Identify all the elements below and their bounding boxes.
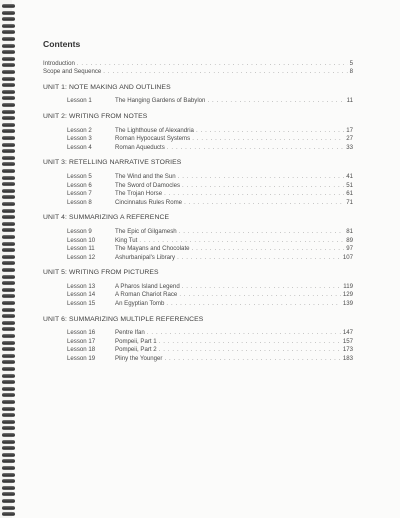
lesson-number: Lesson 16: [67, 329, 96, 337]
toc-page-number: 5: [349, 59, 353, 67]
unit-heading: UNIT 1: NOTE MAKING AND OUTLINES: [43, 83, 171, 91]
toc-page-number: 33: [346, 143, 353, 151]
binding-loop: [2, 235, 15, 239]
lesson-number: Lesson 14: [67, 291, 96, 299]
binding-loop: [2, 433, 15, 437]
binding-loop: [2, 136, 15, 140]
binding-loop: [2, 90, 15, 94]
unit-heading: UNIT 3: RETELLING NARRATIVE STORIES: [43, 159, 182, 167]
binding-loop: [2, 248, 15, 252]
leader-dots: [77, 60, 348, 69]
lesson-title: Pentre Ifan: [115, 329, 145, 337]
binding-loop: [2, 473, 15, 477]
binding-loop: [2, 360, 15, 364]
lesson-number: Lesson 13: [67, 282, 96, 290]
leader-dots: [167, 144, 344, 153]
lesson-title: The Wind and the Sun: [115, 172, 176, 180]
binding-loop: [2, 446, 15, 450]
binding-loop: [2, 459, 15, 463]
toc-page-number: 11: [346, 97, 353, 105]
contents-title: Contents: [43, 39, 81, 49]
binding-loop: [2, 393, 15, 397]
lesson-number: Lesson 3: [67, 135, 92, 143]
binding-loop: [2, 440, 15, 444]
toc-front-label: Introduction: [43, 59, 75, 67]
binding-loop: [2, 334, 15, 338]
binding-loop: [2, 492, 15, 496]
lesson-title: Cincinnatus Rules Rome: [115, 198, 183, 206]
binding-loop: [2, 116, 15, 120]
binding-loop: [2, 308, 15, 312]
binding-loop: [2, 314, 15, 318]
binding-loop: [2, 156, 15, 160]
lesson-title: A Roman Chariot Race: [115, 291, 178, 299]
lesson-entry: [43, 127, 353, 136]
leader-dots: [182, 182, 344, 191]
binding-loop: [2, 209, 15, 213]
binding-loop: [2, 367, 15, 371]
leader-dots: [178, 173, 345, 182]
binding-loop: [2, 486, 15, 490]
leader-dots: [166, 300, 340, 309]
lesson-number: Lesson 18: [67, 346, 96, 354]
toc-page-number: 81: [346, 227, 353, 235]
binding-loop: [2, 387, 15, 391]
lesson-title: The Epic of Gilgamesh: [115, 227, 177, 235]
lesson-title: The Hanging Gardens of Babylon: [115, 97, 206, 105]
toc-page-number: 27: [346, 135, 353, 143]
binding-loop: [2, 281, 15, 285]
toc-page-number: 17: [346, 126, 353, 134]
toc-page-number: 97: [346, 245, 353, 253]
binding-loop: [2, 143, 15, 147]
leader-dots: [182, 283, 342, 292]
lesson-title: Pompeii, Part 1: [115, 337, 157, 345]
toc-page-number: 173: [342, 346, 353, 354]
toc-page-number: 8: [349, 68, 353, 76]
lesson-entry: [43, 291, 353, 300]
binding-loop: [2, 426, 15, 430]
toc-front-item: [43, 60, 353, 69]
leader-dots: [177, 254, 341, 263]
table-of-contents: [43, 40, 353, 364]
leader-dots: [164, 190, 344, 199]
binding-loop: [2, 301, 15, 305]
binding-loop: [2, 321, 15, 325]
binding-loop: [2, 453, 15, 457]
binding-loop: [2, 37, 15, 41]
binding-loop: [2, 17, 15, 21]
spiral-binding: [0, 0, 18, 518]
binding-loop: [2, 255, 15, 259]
binding-loop: [2, 44, 15, 48]
lesson-number: Lesson 6: [67, 181, 92, 189]
binding-loop: [2, 83, 15, 87]
lesson-entry: [43, 245, 353, 254]
binding-loop: [2, 162, 15, 166]
binding-loop: [2, 70, 15, 74]
binding-loop: [2, 57, 15, 61]
binding-loop: [2, 354, 15, 358]
binding-loop: [2, 110, 15, 114]
lesson-number: Lesson 17: [67, 337, 96, 345]
lesson-number: Lesson 7: [67, 190, 92, 198]
leader-dots: [184, 199, 344, 208]
binding-loop: [2, 202, 15, 206]
binding-loop: [2, 506, 15, 510]
binding-loop: [2, 149, 15, 153]
lesson-entry: [43, 355, 353, 364]
leader-dots: [147, 329, 341, 338]
lesson-title: An Egyptian Tomb: [115, 300, 165, 308]
binding-loop: [2, 512, 15, 516]
lesson-title: The Sword of Damocles: [115, 181, 181, 189]
binding-loop: [2, 327, 15, 331]
binding-loop: [2, 63, 15, 67]
toc-front-label: Scope and Sequence: [43, 68, 102, 76]
lesson-number: Lesson 11: [67, 245, 95, 253]
lesson-entry: [43, 182, 353, 191]
binding-loop: [2, 11, 15, 15]
lesson-title: The Mayans and Chocolate: [115, 245, 190, 253]
lesson-entry: [43, 283, 353, 292]
lesson-number: Lesson 4: [67, 143, 92, 151]
leader-dots: [192, 245, 345, 254]
lesson-title: Ashurbanipal's Library: [115, 253, 176, 261]
binding-loop: [2, 123, 15, 127]
lesson-entry: [43, 329, 353, 338]
lesson-title: Roman Hypocaust Systems: [115, 135, 191, 143]
binding-loop: [2, 24, 15, 28]
toc-page-number: 107: [342, 253, 353, 261]
lesson-entry: [43, 199, 353, 208]
toc-page-number: 119: [343, 282, 353, 290]
lesson-number: Lesson 5: [67, 172, 92, 180]
lesson-title: King Tut: [115, 236, 138, 244]
binding-loop: [2, 96, 15, 100]
toc-page-number: 183: [342, 355, 353, 363]
binding-loop: [2, 50, 15, 54]
lesson-title: Pompeii, Part 2: [115, 346, 157, 354]
lesson-entry: [43, 135, 353, 144]
binding-loop: [2, 4, 15, 8]
lesson-number: Lesson 10: [67, 236, 96, 244]
lesson-number: Lesson 9: [67, 227, 92, 235]
lesson-entry: [43, 97, 353, 106]
toc-page-number: 129: [342, 291, 353, 299]
binding-loop: [2, 228, 15, 232]
lesson-number: Lesson 2: [67, 126, 92, 134]
binding-loop: [2, 215, 15, 219]
binding-loop: [2, 466, 15, 470]
binding-loop: [2, 380, 15, 384]
lesson-title: The Lighthouse of Alexandria: [115, 126, 194, 134]
binding-loop: [2, 275, 15, 279]
binding-loop: [2, 420, 15, 424]
unit-heading: UNIT 4: SUMMARIZING A REFERENCE: [43, 214, 170, 222]
binding-loop: [2, 268, 15, 272]
lesson-entry: [43, 173, 353, 182]
leader-dots: [179, 291, 341, 300]
lesson-title: A Pharos Island Legend: [115, 282, 180, 290]
lesson-title: The Trojan Horse: [115, 190, 163, 198]
binding-loop: [2, 400, 15, 404]
binding-loop: [2, 341, 15, 345]
lesson-entry: [43, 346, 353, 355]
binding-loop: [2, 242, 15, 246]
unit-heading: UNIT 2: WRITING FROM NOTES: [43, 112, 148, 120]
binding-loop: [2, 182, 15, 186]
binding-loop: [2, 103, 15, 107]
toc-page-number: 147: [342, 329, 353, 337]
toc-page-number: 139: [342, 300, 353, 308]
lesson-entry: [43, 338, 353, 347]
unit-heading: UNIT 6: SUMMARIZING MULTIPLE REFERENCES: [43, 315, 204, 323]
leader-dots: [207, 97, 344, 106]
toc-page-number: 71: [346, 198, 353, 206]
binding-loop: [2, 479, 15, 483]
binding-loop: [2, 189, 15, 193]
binding-loop: [2, 169, 15, 173]
leader-dots: [179, 228, 345, 237]
leader-dots: [103, 68, 347, 77]
toc-page-number: 41: [346, 172, 353, 180]
lesson-number: Lesson 1: [67, 97, 92, 105]
leader-dots: [159, 338, 341, 347]
lesson-number: Lesson 15: [67, 300, 96, 308]
toc-page-number: 89: [346, 236, 353, 244]
binding-loop: [2, 288, 15, 292]
binding-loop: [2, 261, 15, 265]
binding-loop: [2, 30, 15, 34]
lesson-entry: [43, 237, 353, 246]
toc-page-number: 51: [346, 181, 353, 189]
lesson-entry: [43, 228, 353, 237]
lesson-number: Lesson 8: [67, 198, 92, 206]
lesson-entry: [43, 144, 353, 153]
leader-dots: [159, 346, 341, 355]
leader-dots: [164, 355, 340, 364]
lesson-title: Roman Aqueducts: [115, 143, 165, 151]
toc-page-number: 61: [346, 190, 353, 198]
binding-loop: [2, 499, 15, 503]
leader-dots: [196, 127, 344, 136]
unit-heading: UNIT 5: WRITING FROM PICTURES: [43, 269, 159, 277]
binding-loop: [2, 407, 15, 411]
leader-dots: [139, 237, 344, 246]
lesson-entry: [43, 254, 353, 263]
lesson-entry: [43, 300, 353, 309]
binding-loop: [2, 176, 15, 180]
lesson-number: Lesson 12: [67, 253, 96, 261]
binding-loop: [2, 195, 15, 199]
leader-dots: [192, 135, 344, 144]
binding-loop: [2, 77, 15, 81]
binding-loop: [2, 294, 15, 298]
toc-front-item: [43, 68, 353, 77]
binding-loop: [2, 222, 15, 226]
binding-loop: [2, 129, 15, 133]
binding-loop: [2, 413, 15, 417]
binding-loop: [2, 374, 15, 378]
toc-page-number: 157: [342, 337, 353, 345]
lesson-entry: [43, 190, 353, 199]
binding-loop: [2, 347, 15, 351]
lesson-title: Pliny the Younger: [115, 355, 163, 363]
lesson-number: Lesson 19: [67, 355, 96, 363]
